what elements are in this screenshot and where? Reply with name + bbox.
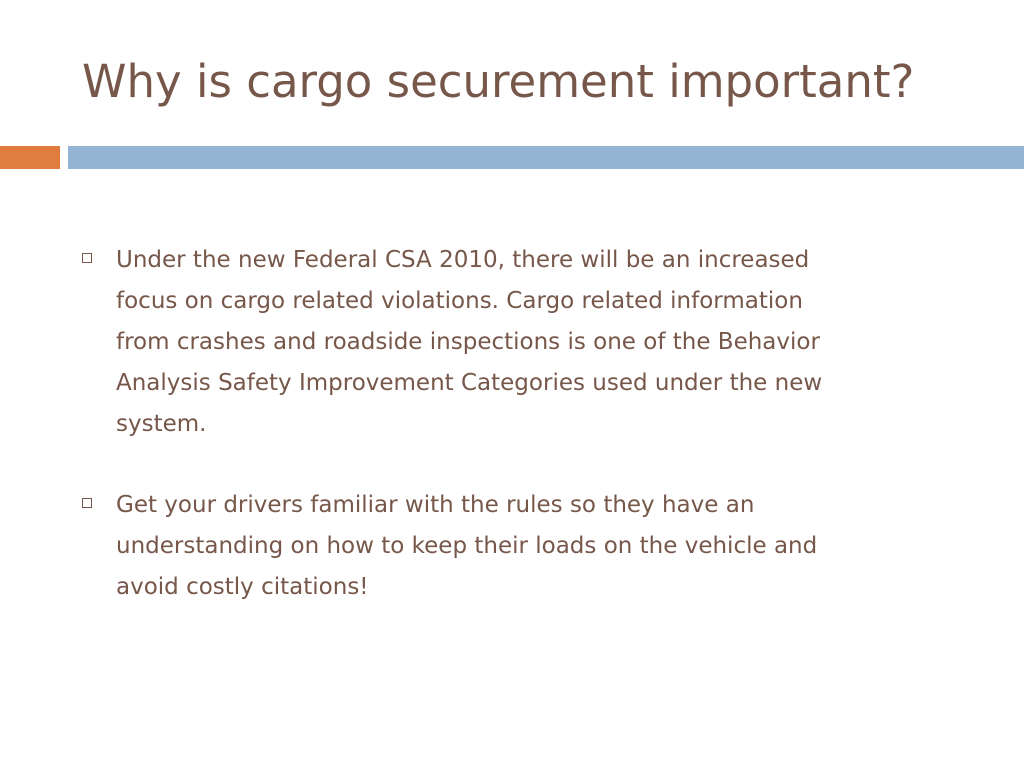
bullet-item-driver-familiarity: [76, 485, 956, 608]
bullet-list: [76, 240, 956, 648]
hollow-square-bullet-icon: [82, 498, 92, 508]
title-divider-bar: [68, 146, 1024, 169]
hollow-square-bullet-icon: [82, 253, 92, 263]
bullet-item-cargo-violations: [76, 240, 956, 445]
bullet-text: Under the new Federal CSA 2010, there will be an increased focus on cargo related violations. Cargo related information from crashes and roadside inspections is one of the Behavior Analysis Safety Improvement Categories used under the new system.: [116, 247, 823, 437]
bullet-text: Get your drivers familiar with the rules so they have an understanding on how to keep their loads on the vehicle and avoid costly citations!: [116, 492, 818, 600]
title-accent-bar: [0, 146, 60, 169]
slide-title: Why is cargo securement important?: [82, 55, 915, 108]
